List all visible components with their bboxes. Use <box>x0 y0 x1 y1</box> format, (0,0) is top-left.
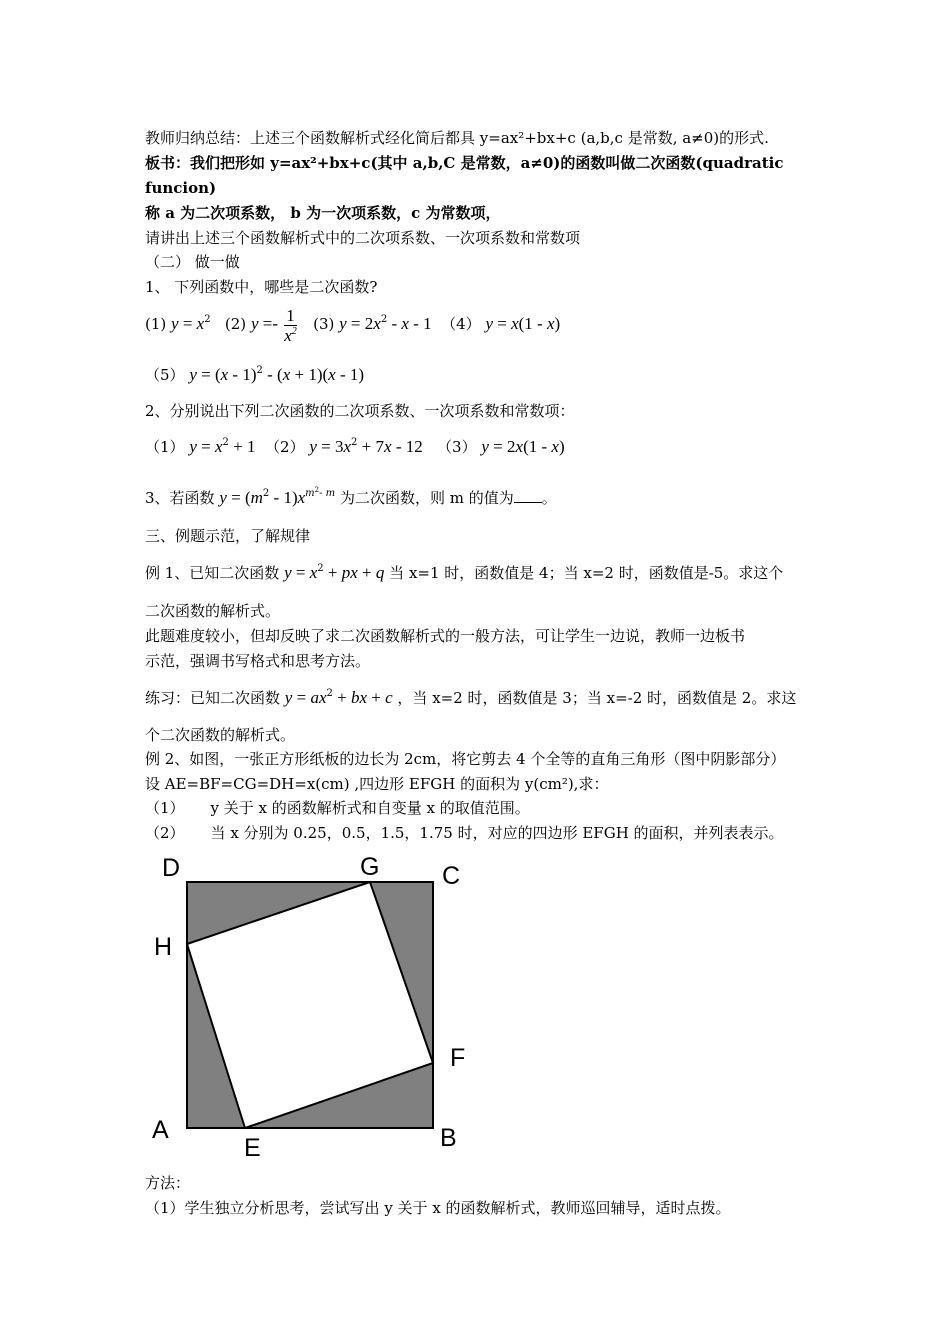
label-f: F <box>450 1044 466 1072</box>
question-2-items: （1） $y = x^2 + 1$ （2） $y = 3x^2 + 7x - 12$ （3） y = 2x(1 - x) <box>145 437 565 456</box>
item-3-label: （3） <box>437 438 477 456</box>
question-1-option-5: （5） y = (x - 1)$^2$ - (x + 1)(x - 1) <box>145 365 365 384</box>
label-g: G <box>360 853 380 881</box>
question-1-options: (1) $y = x^2$ (2) y =- $\frac{1}{x^2}$ (3) $y = 2x^2 - x - 1$ （4） y = x(1 - x) <box>145 305 561 345</box>
label-d: D <box>162 854 181 882</box>
example-1-line2: 二次函数的解析式。 <box>145 602 281 620</box>
board-note-line1: 板书：我们把形如 y=ax²+bx+c(其中 a,b,C 是常数，a≠0)的函数叫做二次函数(quadratic <box>145 154 784 172</box>
option-2-label: (2) <box>224 315 247 333</box>
label-b: B <box>440 1124 457 1152</box>
method-heading: 方法： <box>145 1174 191 1192</box>
option-1-label: (1) <box>145 315 167 333</box>
label-a: A <box>152 1116 169 1144</box>
label-h: H <box>154 933 173 961</box>
practice-heading: （二） 做一做 <box>145 253 240 271</box>
example-1: 例 1、已知二次函数 $y = x^2$ + px + q 当 x=1 时，函数值是 4；当 x=2 时，函数值是-5。求这个 <box>145 563 784 582</box>
question-2: 2、分别说出下列二次函数的二次项系数、一次项系数和常数项： <box>145 402 575 420</box>
board-note-line2: funcion) <box>145 179 217 197</box>
option-5-label: （5） <box>145 366 185 384</box>
answer-blank[interactable] <box>514 488 542 503</box>
fraction: $\frac{1}{x^2}$ <box>284 305 297 345</box>
example-2-line2: 设 AE=BF=CG=DH=x(cm) ,四边形 EFGH 的面积为 y(cm²),求： <box>145 775 609 793</box>
method-item-1: （1）学生独立分析思考，尝试写出 y 关于 x 的函数解析式，教师巡回辅导，适时点拨。 <box>145 1199 731 1217</box>
coefficient-terms: 称 a 为二次项系数， b 为一次项系数，c 为常数项， <box>145 204 501 222</box>
option-3-label: (3) <box>313 315 335 333</box>
square-figure <box>140 848 480 1168</box>
question-3: 3、若函数 $y = (m^2 - 1)x^{m^2- m}$ 为二次函数，则 m 的值为 。 <box>145 486 557 507</box>
label-c: C <box>442 862 461 890</box>
item-1-label: （1） <box>145 438 185 456</box>
section-3-heading: 三、例题示范，了解规律 <box>145 527 311 545</box>
label-e: E <box>244 1134 261 1162</box>
question-1: 1、 下列函数中，哪些是二次函数? <box>145 278 378 296</box>
ask-coefficients: 请讲出上述三个函数解析式中的二次项系数、一次项系数和常数项 <box>145 229 581 247</box>
example-2-item2: （2） 当 x 分别为 0.25，0.5，1.5，1.75 时，对应的四边形 EFGH 的面积，并列表表示。 <box>145 824 784 842</box>
example-2-item1: （1） y 关于 x 的函数解析式和自变量 x 的取值范围。 <box>145 799 530 817</box>
example-1-note-line2: 示范，强调书写格式和思考方法。 <box>145 652 371 670</box>
exercise: 练习：已知二次函数 $y = ax^2$ + bx + c ，当 x=2 时，函数值是 3；当 x=-2 时，函数值是 2。求这 <box>145 688 797 707</box>
exercise-line2: 个二次函数的解析式。 <box>145 726 296 744</box>
example-1-note-line1: 此题难度较小，但却反映了求二次函数解析式的一般方法，可让学生一边说，教师一边板书 <box>145 627 746 645</box>
item-2-label: （2） <box>265 438 305 456</box>
example-2-line1: 例 2、如图，一张正方形纸板的边长为 2cm，将它剪去 4 个全等的直角三角形（图中阴影部分） <box>145 750 786 768</box>
option-4-label: （4） <box>441 315 481 333</box>
teacher-summary: 教师归纳总结：上述三个函数解析式经化简后都具 y=ax²+bx+c (a,b,c 是常数, a≠0)的形式. <box>145 129 769 147</box>
